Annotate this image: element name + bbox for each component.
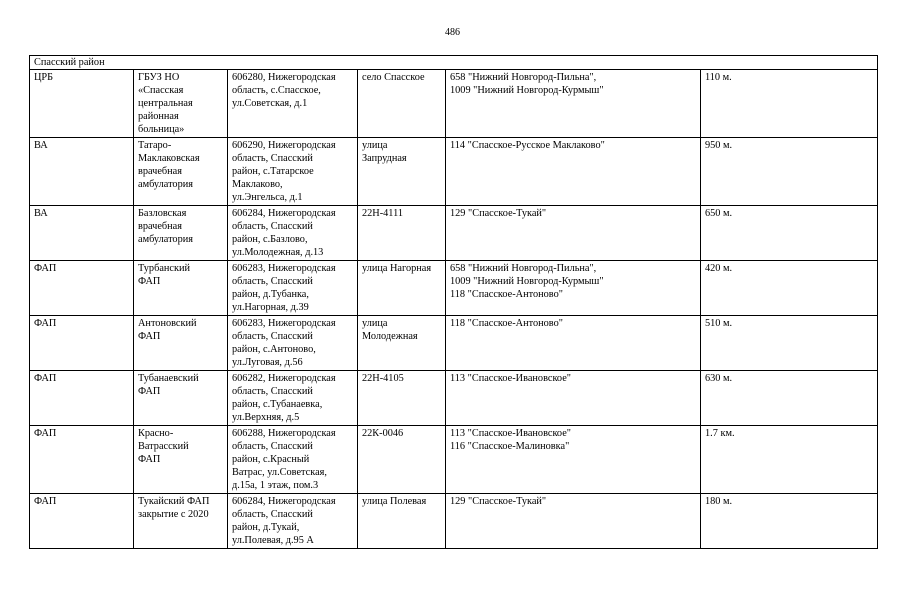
distance-cell: 180 м. <box>701 494 878 549</box>
stop-location-cell: улица Нагорная <box>358 261 446 316</box>
facility-type-cell: ФАП <box>30 261 134 316</box>
distance-cell: 420 м. <box>701 261 878 316</box>
stop-location-cell: 22Н-4111 <box>358 206 446 261</box>
stop-location-cell: улица Молодежная <box>358 316 446 371</box>
table-row <box>30 206 878 261</box>
facility-name-cell: Красно- Ватрасский ФАП <box>134 426 228 494</box>
distance-cell: 650 м. <box>701 206 878 261</box>
facility-name-cell: Татаро- Маклаковская врачебная амбулатория <box>134 138 228 206</box>
table-row <box>30 70 878 138</box>
facility-name-cell: Базловская врачебная амбулатория <box>134 206 228 261</box>
facility-name-cell: Турбанский ФАП <box>134 261 228 316</box>
facility-type-cell: ЦРБ <box>30 70 134 138</box>
bus-routes-cell: 113 "Спасское-Ивановское" <box>446 371 701 426</box>
facility-address-cell: 606290, Нижегородская область, Спасский район, с.Татарское Маклаково, ул.Энгельса, д.1 <box>228 138 358 206</box>
facility-type-cell: ФАП <box>30 371 134 426</box>
facility-address-cell: 606283, Нижегородская область, Спасский район, д.Тубанка, ул.Нагорная, д.39 <box>228 261 358 316</box>
facility-type-cell: ВА <box>30 138 134 206</box>
bus-routes-cell: 118 "Спасское-Антоново" <box>446 316 701 371</box>
stop-location-cell: улица Полевая <box>358 494 446 549</box>
facility-type-cell: ФАП <box>30 426 134 494</box>
facility-address-cell: 606283, Нижегородская область, Спасский район, с.Антоново, ул.Луговая, д.56 <box>228 316 358 371</box>
bus-routes-cell: 113 "Спасское-Ивановское" 116 "Спасское-Малиновка" <box>446 426 701 494</box>
facility-address-cell: 606282, Нижегородская область, Спасский район, с.Тубанаевка, ул.Верхняя, д.5 <box>228 371 358 426</box>
stop-location-cell: 22Н-4105 <box>358 371 446 426</box>
district-header-row <box>30 56 878 70</box>
table-row <box>30 494 878 549</box>
bus-routes-cell: 658 "Нижний Новгород-Пильна", 1009 "Нижний Новгород-Курмыш" <box>446 70 701 138</box>
district-name: Спасский район <box>30 56 878 70</box>
facility-address-cell: 606280, Нижегородская область, с.Спасское, ул.Советская, д.1 <box>228 70 358 138</box>
table-row <box>30 316 878 371</box>
facility-name-cell: Тубанаевский ФАП <box>134 371 228 426</box>
table-row <box>30 138 878 206</box>
facility-address-cell: 606284, Нижегородская область, Спасский район, с.Базлово, ул.Молодежная, д.13 <box>228 206 358 261</box>
facility-name-cell: ГБУЗ НО «Спасская центральная районная больница» <box>134 70 228 138</box>
facility-address-cell: 606288, Нижегородская область, Спасский район, с.Красный Ватрас, ул.Советская, д.15а, 1 этаж, пом.3 <box>228 426 358 494</box>
bus-routes-cell: 114 "Спасское-Русское Маклаково" <box>446 138 701 206</box>
facilities-table <box>29 55 878 549</box>
table-row <box>30 426 878 494</box>
distance-cell: 1.7 км. <box>701 426 878 494</box>
facility-name-cell: Тукайский ФАП закрытие с 2020 <box>134 494 228 549</box>
bus-routes-cell: 129 "Спасское-Тукай" <box>446 206 701 261</box>
distance-cell: 630 м. <box>701 371 878 426</box>
facility-type-cell: ФАП <box>30 316 134 371</box>
facility-type-cell: ВА <box>30 206 134 261</box>
facility-type-cell: ФАП <box>30 494 134 549</box>
distance-cell: 110 м. <box>701 70 878 138</box>
page-number: 486 <box>445 27 460 38</box>
stop-location-cell: 22К-0046 <box>358 426 446 494</box>
bus-routes-cell: 658 "Нижний Новгород-Пильна", 1009 "Нижний Новгород-Курмыш" 118 "Спасское-Антоново" <box>446 261 701 316</box>
table-row <box>30 371 878 426</box>
facility-address-cell: 606284, Нижегородская область, Спасский район, д.Тукай, ул.Полевая, д.95 А <box>228 494 358 549</box>
distance-cell: 510 м. <box>701 316 878 371</box>
facility-name-cell: Антоновский ФАП <box>134 316 228 371</box>
stop-location-cell: село Спасское <box>358 70 446 138</box>
stop-location-cell: улица Запрудная <box>358 138 446 206</box>
table-row <box>30 261 878 316</box>
distance-cell: 950 м. <box>701 138 878 206</box>
bus-routes-cell: 129 "Спасское-Тукай" <box>446 494 701 549</box>
